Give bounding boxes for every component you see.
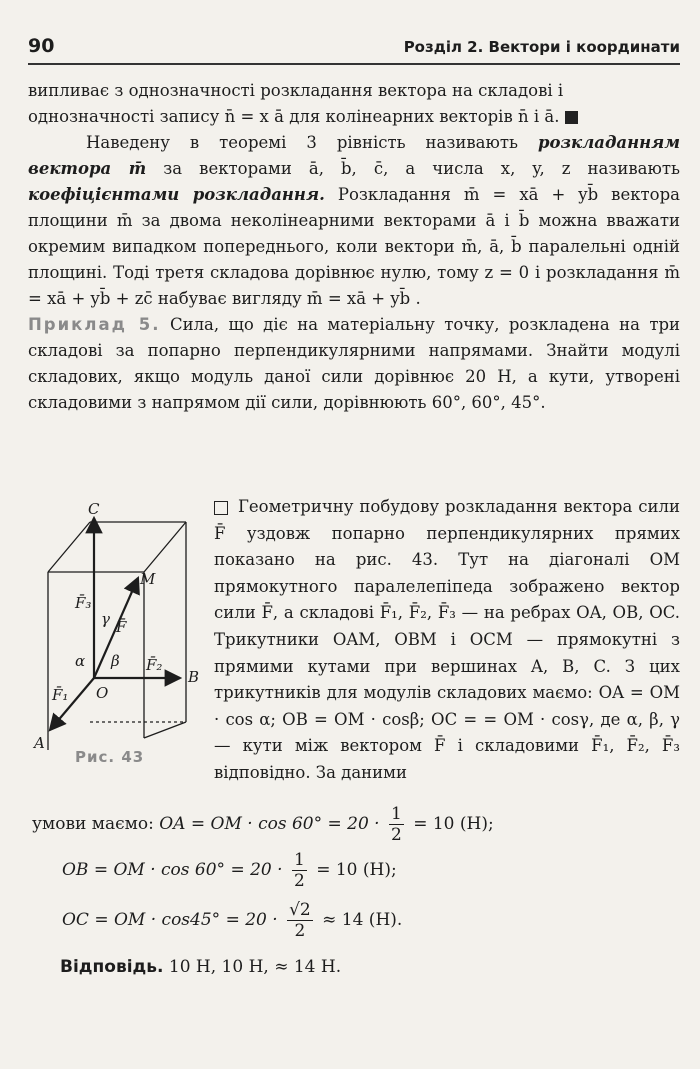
para2-text-b: за векторами ā, b̄, c̄, а числа x, y, z називають [163,159,680,178]
calc-line-3 [62,900,402,941]
term-decomposition: розкладанням вектора m̄ [28,133,680,178]
calc-line-1 [32,804,494,845]
frac-den: 2 [294,921,306,941]
solution-start-icon [214,501,228,515]
answer-value: 10 Н, 10 Н, ≈ 14 Н. [168,957,342,977]
answer-label: Відповідь. [60,957,164,977]
calc-result-3: ≈ 14 (Н). [322,910,403,930]
calc-expr-2: OB = OM · cos 60° = 20 · [62,860,283,880]
example-label: Приклад 5. [28,315,161,334]
para1-line2: однозначності запису n̄ = x ā для колінеарних векторів n̄ і ā. [28,107,560,126]
paragraph-1 [28,78,680,130]
term-coefficients: коефіцієнтами розкладання. [28,185,325,204]
label-b: B [188,668,200,686]
edge-line [144,722,186,738]
para1-line1: випливає з однозначності розкладання вектора на складові і [28,81,564,100]
frac-num: √2 [289,900,311,920]
page-header [28,33,680,65]
label-f3: F̄₃ [75,594,92,612]
figure-43 [28,500,208,750]
label-alpha: α [75,652,86,670]
frac-num: 1 [293,850,305,870]
frac-den: 2 [390,825,402,845]
paragraph-2 [28,130,680,312]
solution-body: Геометричну побудову розкладання вектора сили F̄ уздовж попарно перпендикулярних прямих показано на рис. 43. Тут на діагоналі OM прямокутного паралелепіпеда зображено вектор сили F̄, а складові F̄₁, F̄₂, F̄₃ — на ребрах OA, OB, OC. Трикутники OAM, OBM і OCM — прямокутні з прямими кутами при вершинах A, B, C. З цих трикутників для модулів складових маємо: OA = OM · cos α; OB = OM · cosβ; OC = = OM · cosγ, де α, β, γ — кути між вектором F̄ і складовими F̄₁, F̄₂, F̄₃ відповідно. За даними [214,497,680,782]
calc-line-2 [62,850,397,891]
answer [60,957,341,977]
fraction [389,804,404,845]
calc-result-1: = 10 (Н); [413,814,494,834]
para2-text-a: Наведену в теоремі 3 рівність називають [86,133,518,152]
main-text [28,78,680,416]
label-f1: F̄₁ [52,686,69,704]
solution-text [214,494,680,787]
edge-line [48,522,90,572]
page-number: 90 [28,35,55,57]
frac-den: 2 [293,871,305,891]
parallelepiped-diagram [28,500,208,750]
label-f: F̄ [116,618,127,636]
frac-num: 1 [390,804,402,824]
calc-result-2: = 10 (Н); [316,860,397,880]
calc-expr-3: OC = OM · cos45° = 20 · [62,910,278,930]
para2-text-c: Розкладання m̄ = xā + yb̄ вектора площини m̄ за двома неколінеарними векторами ā і b̄ можна вважати окремим випадком попереднього, коли вектори m̄, ā, b̄ паралельні одній площині. Тоді третя складова дорівнює нулю, тому z = 0 і розкладання m̄ = xā + yb̄ + zc̄ набуває вигляду m̄ = xā + yb̄ . [28,185,680,308]
figure-caption: Рис. 43 [75,748,145,766]
edge-line [144,522,186,572]
calc-expr-1: OA = OM · cos 60° = 20 · [159,814,380,834]
label-gamma: γ [101,610,110,628]
label-beta: β [111,652,120,670]
end-of-proof-icon [565,111,578,124]
example-text: Сила, що діє на матеріальну точку, розкладена на три складові за попарно перпендикулярними напрямами. Знайти модулі складових, якщо модуль даної сили дорівнює 20 Н, а кути, утворені складовими з напрямом дії сили, дорівнюють 60°, 60°, 45°. [28,315,681,412]
chapter-title: Розділ 2. Вектори і координати [403,38,680,56]
label-m: M [140,570,156,588]
label-a: A [34,734,45,750]
label-c: C [88,500,100,518]
fraction [287,900,313,941]
label-o: O [96,684,109,702]
calc-prefix: умови маємо: [32,814,154,834]
label-f2: F̄₂ [146,656,163,674]
example-paragraph [28,312,680,416]
fraction [292,850,307,891]
